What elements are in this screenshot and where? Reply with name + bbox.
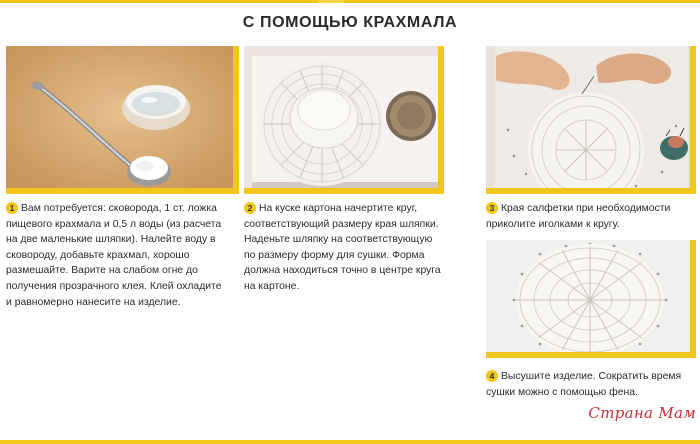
step-3 bbox=[486, 201, 691, 232]
page-title: С ПОМОЩЬЮ КРАХМАЛА bbox=[242, 14, 458, 31]
photo-pinning-edges bbox=[486, 46, 696, 194]
watermark-text: Страна Мам bbox=[588, 404, 696, 422]
step-number-badge: 1 bbox=[6, 202, 18, 214]
step-text: Высушите изделие. Сократить время сушки можно с помощью фена. bbox=[486, 371, 682, 398]
step-text: На куске картона начертите круг, соответствующий размеру края шляпки. Наденьте шляпку на соответствующую по размеру форму для сушки. Форма должна находиться точно в центре круга на картоне. bbox=[244, 203, 441, 292]
step-number-badge: 3 bbox=[486, 202, 498, 214]
step-text: Вам потребуется: сковорода, 1 ст. ложка пищевого крахмала и 0,5 л воды (из расчета на две маленькие шляпки). Налейте воду в сковороду, добавьте крахмал, хорошо размешайте. Варите на слабом огне до получения прозрачного клея. Клей охладите и равномерно нанесите на изделие. bbox=[6, 203, 222, 308]
step-4 bbox=[486, 369, 691, 400]
step-number-badge: 4 bbox=[486, 370, 498, 382]
step-text: Края салфетки при необходимости приколите иголками к кругу. bbox=[486, 203, 671, 230]
photo-bowl-and-spoon bbox=[6, 46, 239, 194]
step-1 bbox=[6, 201, 224, 310]
step-2 bbox=[244, 201, 444, 295]
step-number-badge: 2 bbox=[244, 202, 256, 214]
photo-hat-on-form bbox=[244, 46, 444, 194]
photo-pinned-doily bbox=[486, 240, 696, 358]
top-accent-band bbox=[0, 0, 700, 3]
bottom-accent-band bbox=[0, 440, 700, 444]
